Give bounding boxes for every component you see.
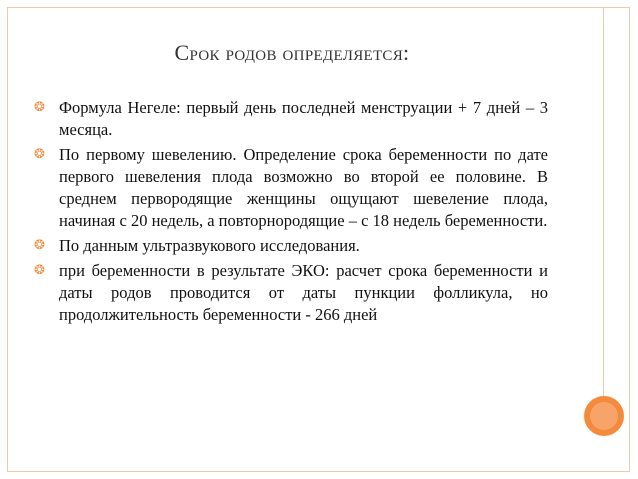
bullet-item [36, 235, 548, 257]
bullet-text: По первому шевелению. Определение срока беременности по дате первого шевеления плода возможно во второй ее половине. В среднем первородящие женщины ощущают шевеление плода, начиная с 20 недель, а повторнородящие – с 18 недель беременности. [59, 145, 548, 230]
bullet-icon: ❂ [34, 238, 45, 253]
bullet-icon: ❂ [34, 100, 45, 115]
bullet-item [36, 144, 548, 232]
bullet-list [36, 97, 548, 329]
slide-title: Срок родов определяется: [174, 40, 410, 65]
bullet-item [36, 97, 548, 141]
bullet-text: Формула Негеле: первый день последней менструации + 7 дней – 3 месяца. [59, 98, 548, 139]
bullet-text: при беременности в результате ЭКО: расчет срока беременности и даты родов проводится от даты пункции фолликула, но продолжительность беременности - 266 дней [59, 261, 548, 324]
bullet-text: По данным ультразвукового исследования. [59, 236, 360, 255]
bullet-icon: ❂ [34, 263, 45, 278]
slide-vertical-rule [603, 7, 604, 397]
bullet-item [36, 260, 548, 326]
decorative-circle [584, 396, 624, 436]
bullet-icon: ❂ [34, 147, 45, 162]
